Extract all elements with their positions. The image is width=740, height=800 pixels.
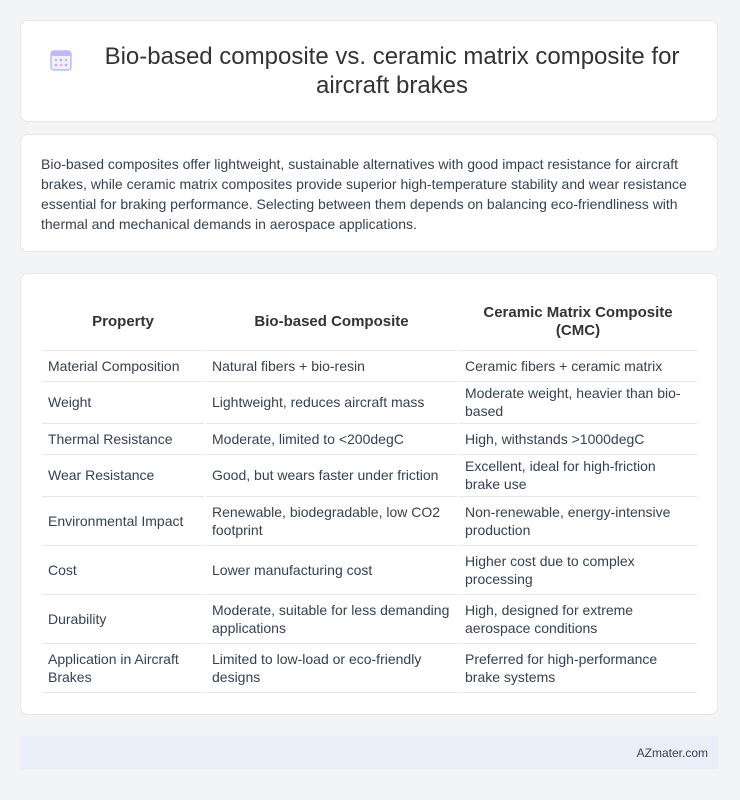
calendar-icon — [49, 48, 73, 72]
comparison-table-card — [20, 273, 718, 715]
property-cell: Cost — [42, 545, 205, 594]
bio-based-cell: Lightweight, reduces aircraft mass — [205, 381, 458, 423]
property-cell: Environmental Impact — [42, 496, 205, 545]
title-card — [20, 20, 718, 122]
bio-based-cell: Moderate, limited to <200degC — [205, 423, 458, 454]
table-row — [42, 423, 697, 454]
table-row — [42, 350, 697, 381]
cmc-cell: Ceramic fibers + ceramic matrix — [458, 350, 697, 381]
column-header-cmc: Ceramic Matrix Composite (CMC) — [458, 294, 697, 350]
table-row — [42, 594, 697, 643]
cmc-cell: Excellent, ideal for high-friction brake use — [458, 454, 697, 496]
table-row — [42, 496, 697, 545]
bio-based-cell: Lower manufacturing cost — [205, 545, 458, 594]
property-cell: Weight — [42, 381, 205, 423]
property-cell: Durability — [42, 594, 205, 643]
property-cell: Material Composition — [42, 350, 205, 381]
cmc-cell: Non-renewable, energy-intensive production — [458, 496, 697, 545]
title-wrap — [49, 42, 689, 100]
cmc-cell: High, withstands >1000degC — [458, 423, 697, 454]
summary-card — [20, 134, 718, 252]
column-header-property: Property — [42, 294, 205, 350]
bio-based-cell: Good, but wears faster under friction — [205, 454, 458, 496]
page-title: Bio-based composite vs. ceramic matrix composite for aircraft brakes — [104, 43, 680, 99]
table-row — [42, 454, 697, 496]
property-cell: Wear Resistance — [42, 454, 205, 496]
cmc-cell: Higher cost due to complex processing — [458, 545, 697, 594]
table-row — [42, 381, 697, 423]
bio-based-cell: Moderate, suitable for less demanding applications — [205, 594, 458, 643]
footer-bar — [20, 736, 718, 769]
summary-text: Bio-based composites offer lightweight, sustainable alternatives with good impact resistance for aircraft brakes, while ceramic matrix composites provide superior high-temperature stability and wear resistance essential for braking performance. Selecting between them depends on balancing eco-friendliness with thermal and mechanical demands in aerospace applications. — [41, 156, 687, 232]
table-row — [42, 643, 697, 692]
table-row — [42, 545, 697, 594]
bio-based-cell: Natural fibers + bio-resin — [205, 350, 458, 381]
column-header-bio-based: Bio-based Composite — [205, 294, 458, 350]
table-header-row — [42, 294, 697, 350]
cmc-cell: Preferred for high-performance brake systems — [458, 643, 697, 692]
property-cell: Application in Aircraft Brakes — [42, 643, 205, 692]
comparison-table — [42, 294, 697, 693]
property-cell: Thermal Resistance — [42, 423, 205, 454]
cmc-cell: Moderate weight, heavier than bio-based — [458, 381, 697, 423]
cmc-cell: High, designed for extreme aerospace conditions — [458, 594, 697, 643]
footer-brand: AZmater.com — [636, 745, 708, 760]
bio-based-cell: Limited to low-load or eco-friendly designs — [205, 643, 458, 692]
bio-based-cell: Renewable, biodegradable, low CO2 footprint — [205, 496, 458, 545]
